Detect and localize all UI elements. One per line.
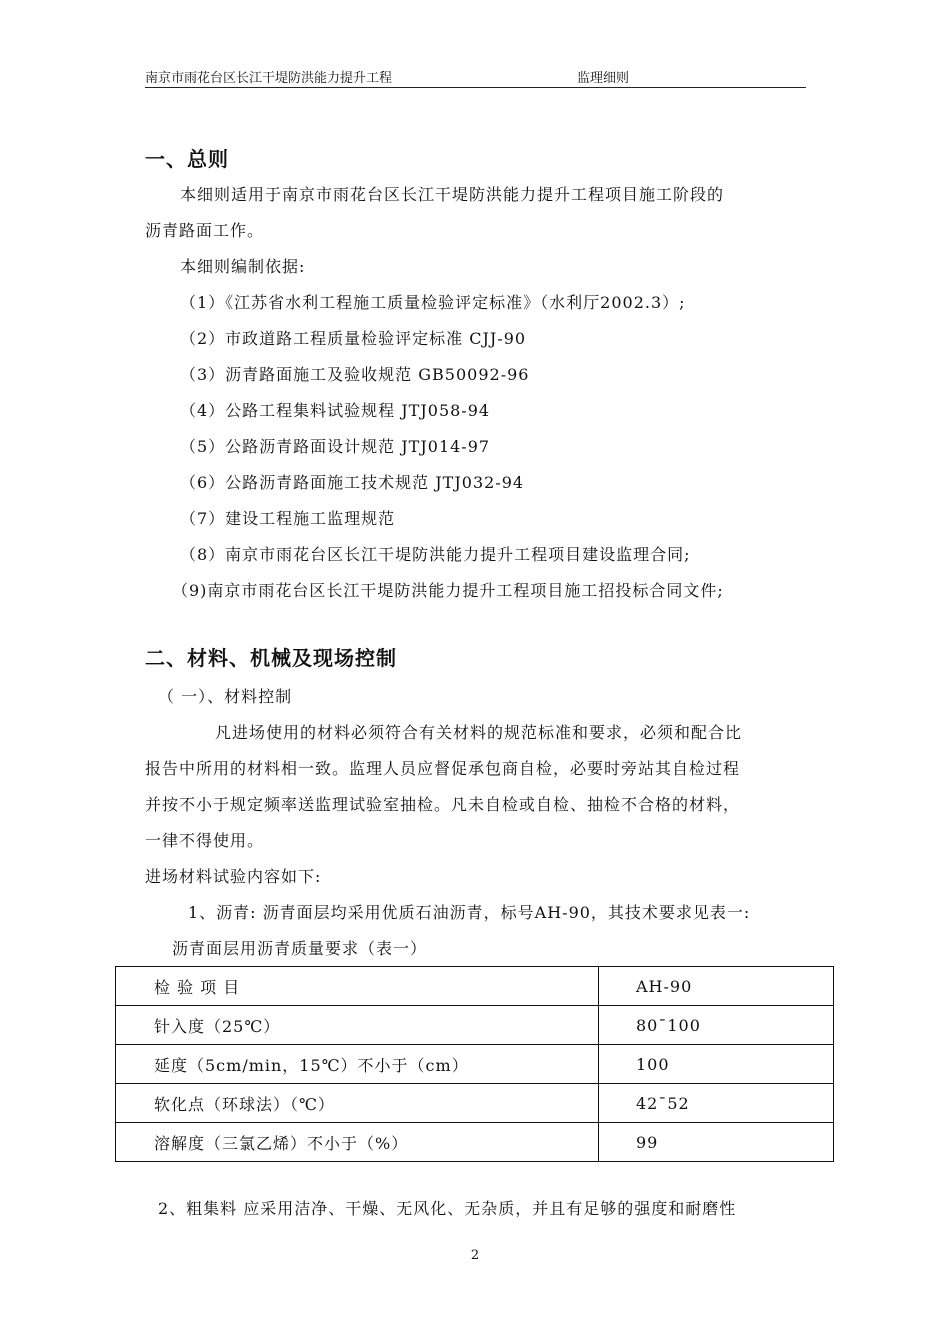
table-header-grade: AH-90 xyxy=(599,967,834,1006)
section-1-title: 一、总则 xyxy=(145,147,229,171)
material-para-line-2: 报告中所用的材料相一致。监理人员应督促承包商自检，必要时旁站其自检过程 xyxy=(145,759,741,778)
table-row xyxy=(116,1006,834,1045)
material-para-line-1: 凡进场使用的材料必须符合有关材料的规范标准和要求，必须和配合比 xyxy=(215,723,743,742)
table-row xyxy=(116,1123,834,1162)
basis-item-3: （3）沥青路面施工及验收规范 GB50092-96 xyxy=(180,365,530,384)
table-caption: 沥青面层用沥青质量要求（表一） xyxy=(172,939,428,958)
table-cell-value: 80¯100 xyxy=(599,1006,834,1045)
tests-intro: 进场材料试验内容如下: xyxy=(145,867,322,886)
basis-item-2: （2）市政道路工程质量检验评定标准 CJJ-90 xyxy=(180,329,527,348)
table-header-item: 检 验 项 目 xyxy=(116,967,599,1006)
basis-item-6: （6）公路沥青路面施工技术规范 JTJ032-94 xyxy=(180,473,525,492)
basis-item-4: （4）公路工程集料试验规程 JTJ058-94 xyxy=(180,401,491,420)
table-cell-item: 针入度（25℃） xyxy=(116,1006,599,1045)
table-cell-value: 100 xyxy=(599,1045,834,1084)
material-para-line-3: 并按不小于规定频率送监理试验室抽检。凡未自检或自检、抽检不合格的材料， xyxy=(145,795,741,814)
basis-item-9: （9)南京市雨花台区长江干堤防洪能力提升工程项目施工招投标合同文件; xyxy=(172,581,724,600)
basis-item-8: （8）南京市雨花台区长江干堤防洪能力提升工程项目建设监理合同; xyxy=(180,545,691,564)
table-cell-value: 42¯52 xyxy=(599,1084,834,1123)
table-row xyxy=(116,1084,834,1123)
material-para-line-4: 一律不得使用。 xyxy=(145,831,265,850)
basis-item-5: （5）公路沥青路面设计规范 JTJ014-97 xyxy=(180,437,491,456)
section-2-title: 二、材料、机械及现场控制 xyxy=(145,646,397,670)
table-cell-value: 99 xyxy=(599,1123,834,1162)
table-row xyxy=(116,1045,834,1084)
intro-line-1: 本细则适用于南京市雨花台区长江干堤防洪能力提升工程项目施工阶段的 xyxy=(180,185,725,204)
header-project-title: 南京市雨花台区长江干堤防洪能力提升工程 xyxy=(145,71,393,86)
basis-item-1: （1）《江苏省水利工程施工质量检验评定标准》（水利厅2002.3）; xyxy=(180,293,686,312)
basis-item-7: （7）建设工程施工监理规范 xyxy=(180,509,396,528)
table-cell-item: 溶解度（三氯乙烯）不小于（%） xyxy=(116,1123,599,1162)
subsection-material-control: （ 一）、材料控制 xyxy=(158,687,293,706)
page-number: 2 xyxy=(470,1248,480,1263)
table-cell-item: 软化点（环球法）（℃） xyxy=(116,1084,599,1123)
basis-label: 本细则编制依据: xyxy=(180,257,306,276)
page-header xyxy=(145,67,806,88)
asphalt-spec-table xyxy=(115,966,834,1162)
coarse-aggregate-line: 2、粗集料 应采用洁净、干燥、无风化、无杂质，并且有足够的强度和耐磨性 xyxy=(158,1199,737,1218)
table-header-row xyxy=(116,967,834,1006)
table-cell-item: 延度（5cm/min，15℃）不小于（cm） xyxy=(116,1045,599,1084)
asphalt-line: 1、沥青: 沥青面层均采用优质石油沥青，标号AH-90，其技术要求见表一: xyxy=(188,903,751,922)
intro-line-2: 沥青路面工作。 xyxy=(145,221,265,240)
header-doc-type: 监理细则 xyxy=(577,71,630,86)
